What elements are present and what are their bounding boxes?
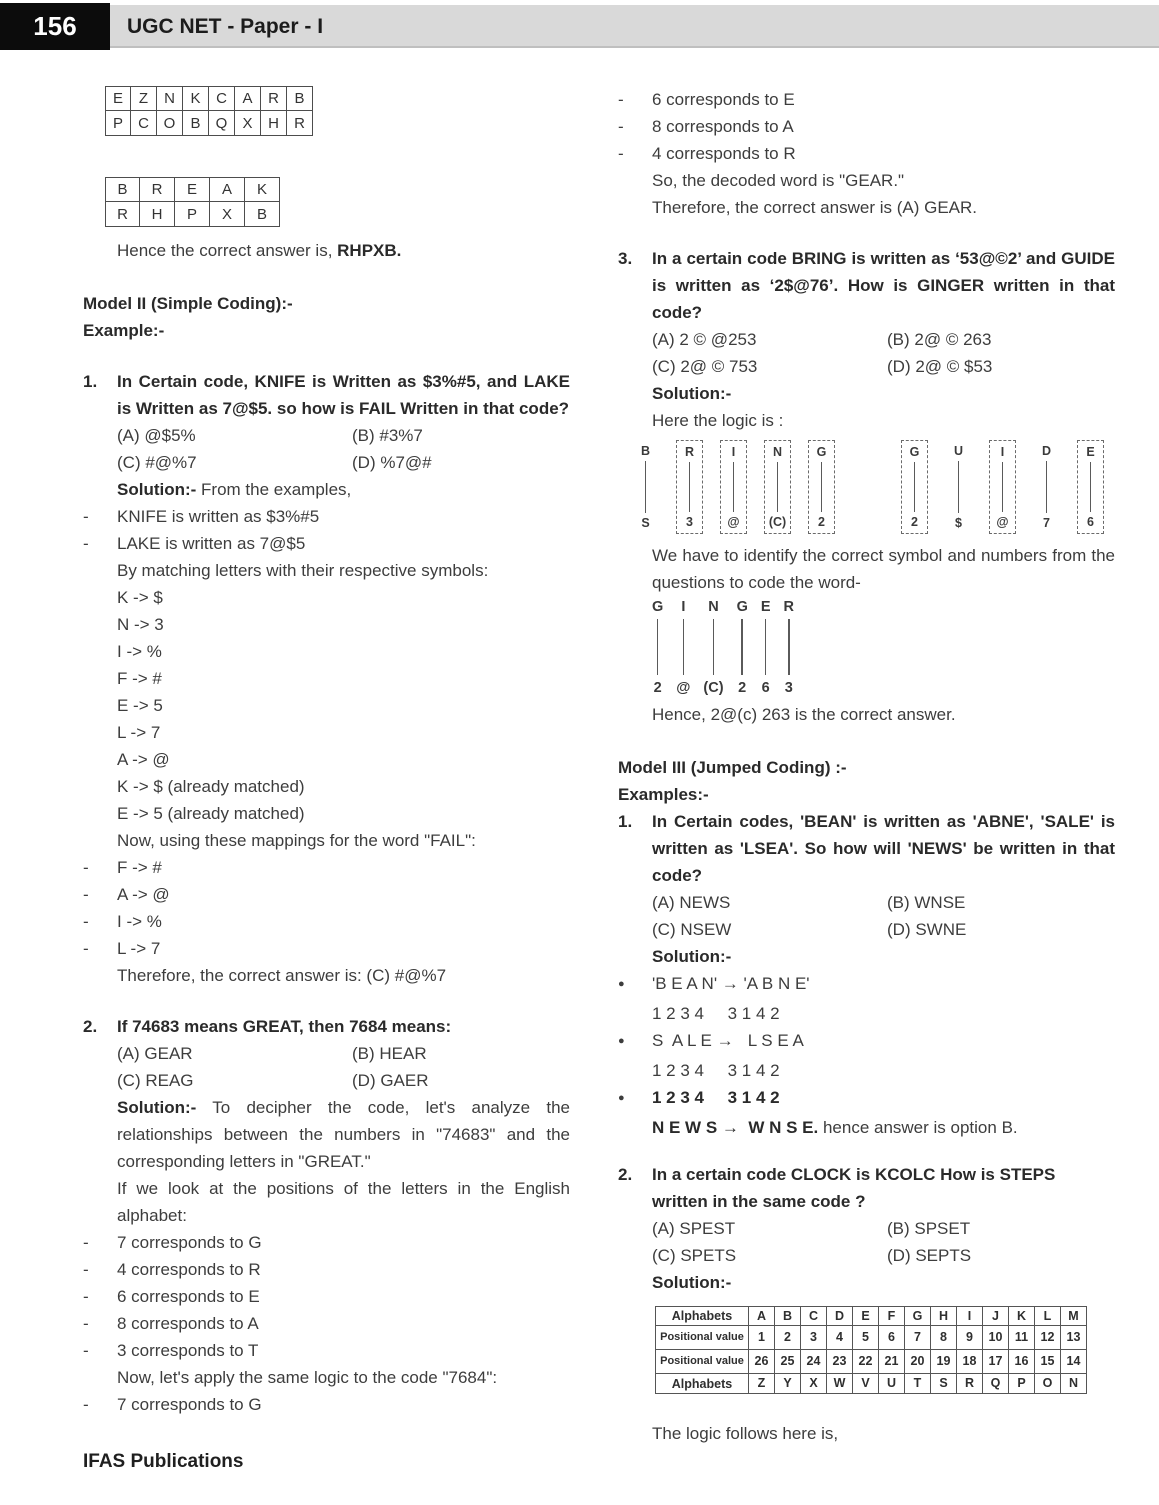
table-cell: 21 — [879, 1350, 905, 1374]
table-cell: A — [210, 177, 245, 202]
question-3 — [618, 245, 1115, 326]
table-cell: 14 — [1061, 1350, 1087, 1374]
bullet-marker — [618, 1084, 652, 1114]
bullet-item: ● 'B E A N' → 'A B N E' — [618, 970, 1115, 1000]
mapping-line: N -> 3 — [117, 615, 164, 634]
option: (C) NSEW — [652, 920, 732, 939]
option: (B) WNSE — [887, 893, 966, 912]
question-number: 3. — [618, 249, 633, 268]
page-title: UGC NET - Paper - I — [127, 15, 324, 38]
dash-item: - 4 corresponds to R — [618, 140, 1115, 167]
option: (D) SEPTS — [887, 1246, 972, 1265]
table-cell: D — [827, 1306, 853, 1326]
table-cell: A — [235, 86, 261, 111]
section-heading-example: Example:- — [83, 321, 165, 340]
table-cell: L — [1035, 1306, 1061, 1326]
table-cell: E — [175, 177, 210, 202]
option: (A) NEWS — [652, 893, 731, 912]
option: (D) 2@ © $53 — [887, 357, 993, 376]
question-1 — [83, 368, 570, 422]
answer-line: N E W S → W N S E. hence answer is option B. — [652, 1118, 1018, 1137]
dash-marker — [618, 113, 652, 140]
table-cell: Q — [209, 111, 235, 136]
options-q1 — [117, 422, 570, 476]
table-cell: 22 — [853, 1350, 879, 1374]
dash-list — [83, 854, 570, 962]
dash-item: - 7 corresponds to G — [83, 1391, 570, 1418]
table-cell: H — [261, 111, 287, 136]
dash-marker — [83, 1310, 117, 1337]
table-cell: B — [287, 86, 313, 111]
table-cell: 16 — [1009, 1350, 1035, 1374]
code-table-eznkcarb — [105, 86, 313, 136]
table-cell: O — [157, 111, 183, 136]
table-row — [105, 86, 313, 111]
publisher-footer: IFAS Publications — [83, 1451, 244, 1472]
table-cell: 20 — [905, 1350, 931, 1374]
answer-line: Therefore, the correct answer is: (C) #@%7 — [117, 966, 447, 985]
mapping-line — [741, 619, 743, 675]
table-cell: J — [983, 1306, 1009, 1326]
table-cell: G — [905, 1306, 931, 1326]
table-cell: 2 — [775, 1326, 801, 1350]
table-cell: P — [175, 202, 210, 227]
map-column-g2: G 2 — [901, 440, 928, 534]
table-cell: R — [261, 86, 287, 111]
mapping-line — [733, 462, 735, 512]
bullet-item: ● S A L E → L S E A — [618, 1027, 1115, 1057]
table-cell: Y — [775, 1374, 801, 1394]
dash-item: - KNIFE is written as $3%#5 — [83, 503, 570, 530]
mapping-line — [777, 462, 779, 512]
options-q3 — [652, 326, 1115, 380]
section-heading-model3: Model III (Jumped Coding) :- — [618, 758, 847, 777]
table-cell: A — [749, 1306, 775, 1326]
ginger-mapping-diagram — [652, 598, 1115, 697]
table-row — [105, 177, 280, 202]
ginger-column: R 3 — [783, 599, 794, 696]
table-cell: R — [105, 202, 140, 227]
table-row-alphabets-top — [655, 1306, 1087, 1326]
dash-marker — [83, 1229, 117, 1256]
dash-marker — [618, 86, 652, 113]
table-cell: 4 — [827, 1326, 853, 1350]
dash-item: - A -> @ — [83, 881, 570, 908]
dash-marker — [618, 140, 652, 167]
dash-item: - 4 corresponds to R — [83, 1256, 570, 1283]
ginger-column: G 2 — [736, 599, 748, 696]
mapping-line: K -> $ — [117, 588, 163, 607]
table-cell: X — [801, 1374, 827, 1394]
table-cell: Z — [749, 1374, 775, 1394]
left-column — [83, 86, 570, 1475]
mapping-line: E -> 5 — [117, 696, 163, 715]
bring-mapping-group — [632, 440, 835, 534]
table-cell: K — [1009, 1306, 1035, 1326]
dash-list — [83, 1391, 570, 1418]
bullet-marker — [618, 1027, 652, 1057]
mapping-line: K -> $ (already matched) — [117, 777, 305, 796]
table-cell: X — [210, 202, 245, 227]
row-cells — [749, 1374, 1087, 1394]
option: (D) GAER — [352, 1071, 429, 1090]
solution-label: Solution:- — [652, 1273, 732, 1292]
table-cell: C — [131, 111, 157, 136]
table-row-alphabets-bottom — [655, 1374, 1087, 1394]
section-heading-examples: Examples:- — [618, 785, 709, 804]
dash-list — [83, 503, 570, 557]
option: (D) %7@# — [352, 453, 432, 472]
table-cell: E — [853, 1306, 879, 1326]
number-line: 1 2 3 4 3 1 4 2 — [652, 1061, 780, 1080]
answer-line: Therefore, the correct answer is (A) GEAR. — [652, 198, 977, 217]
mapping-line — [914, 462, 916, 512]
dash-item: - 6 corresponds to E — [618, 86, 1115, 113]
table-cell: N — [157, 86, 183, 111]
solution-label: Solution:- — [652, 947, 732, 966]
text-line: Here the logic is : — [652, 411, 784, 430]
table-cell: X — [235, 111, 261, 136]
jumped-question-2 — [618, 1161, 1115, 1215]
text-line: Now, using these mappings for the word "FAIL": — [117, 831, 476, 850]
table-cell: P — [1009, 1374, 1035, 1394]
table-cell: 10 — [983, 1326, 1009, 1350]
option: (D) SWNE — [887, 920, 967, 939]
code-table-break — [105, 177, 280, 227]
row-label: Positional value — [655, 1326, 749, 1350]
table-cell: 13 — [1061, 1326, 1087, 1350]
mapping-line — [713, 619, 715, 675]
option: (A) 2 © @253 — [652, 330, 757, 349]
question-text: In Certain code, KNIFE is Written as $3%#5, and LAKE is Written as 7@$5. so how is FAIL Written in that code? — [117, 372, 570, 418]
text-line: The logic follows here is, — [652, 1424, 839, 1443]
dash-marker — [83, 854, 117, 881]
table-cell: O — [1035, 1374, 1061, 1394]
table-cell: B — [245, 202, 280, 227]
row-cells — [749, 1306, 1087, 1326]
dash-marker — [83, 1256, 117, 1283]
mapping-line — [765, 619, 767, 675]
section-heading-model2: Model II (Simple Coding):- — [83, 294, 293, 313]
dash-item: - L -> 7 — [83, 935, 570, 962]
table-cell: 26 — [749, 1350, 775, 1374]
bring-guide-mapping-diagram — [632, 440, 1115, 534]
table-cell: M — [1061, 1306, 1087, 1326]
row-label: Alphabets — [655, 1374, 749, 1394]
table-cell: E — [105, 86, 131, 111]
row-cells — [749, 1326, 1087, 1350]
mapping-line: A -> @ — [117, 750, 170, 769]
map-column-n: N (C) — [764, 440, 791, 534]
table-cell: 19 — [931, 1350, 957, 1374]
mapping-line — [958, 461, 960, 513]
option: (C) 2@ © 753 — [652, 357, 758, 376]
ginger-column: I @ — [676, 599, 691, 696]
guide-mapping-group — [901, 440, 1104, 534]
table-cell: 3 — [801, 1326, 827, 1350]
table-cell: 1 — [749, 1326, 775, 1350]
option: (B) HEAR — [352, 1044, 427, 1063]
table-cell: S — [931, 1374, 957, 1394]
jumped-question-1 — [618, 808, 1115, 889]
dash-item: - I -> % — [83, 908, 570, 935]
mapping-list — [83, 584, 570, 827]
table-cell: R — [140, 177, 175, 202]
question-number: 1. — [618, 812, 633, 831]
dash-marker — [83, 1391, 117, 1418]
dash-marker — [83, 1283, 117, 1310]
table-cell: K — [183, 86, 209, 111]
page-body — [0, 48, 1159, 1475]
option: (B) 2@ © 263 — [887, 330, 992, 349]
mapping-line — [1090, 462, 1092, 512]
table-cell: 15 — [1035, 1350, 1061, 1374]
question-number: 2. — [83, 1017, 98, 1036]
table-cell: Z — [131, 86, 157, 111]
dash-item: - 6 corresponds to E — [83, 1283, 570, 1310]
table-cell: F — [879, 1306, 905, 1326]
mapping-line — [1046, 461, 1048, 513]
table-cell: P — [105, 111, 131, 136]
solution-line: Solution:- From the examples, — [117, 480, 352, 499]
ginger-column: E 6 — [760, 599, 771, 696]
answer-line: Hence the correct answer is, RHPXB. — [117, 241, 402, 260]
table-cell: 7 — [905, 1326, 931, 1350]
table-cell: H — [931, 1306, 957, 1326]
solution-label: Solution:- — [652, 384, 732, 403]
mapping-line — [645, 461, 647, 513]
mapping-line — [657, 619, 659, 675]
mapping-line — [788, 619, 790, 675]
table-cell: 6 — [879, 1326, 905, 1350]
mapping-line: E -> 5 (already matched) — [117, 804, 305, 823]
row-label: Alphabets — [655, 1306, 749, 1326]
dash-marker — [83, 503, 117, 530]
text-paragraph: We have to identify the correct symbol and numbers from the questions to code the word- — [652, 546, 1115, 592]
bullet-marker — [618, 970, 652, 1000]
page-number: 156 — [0, 3, 110, 50]
text-line: By matching letters with their respective symbols: — [117, 561, 489, 580]
table-row-positional-1 — [655, 1326, 1087, 1350]
table-cell: T — [905, 1374, 931, 1394]
bullet-item: ● 1 2 3 4 3 1 4 2 — [618, 1084, 1115, 1114]
dash-item: - 7 corresponds to G — [83, 1229, 570, 1256]
table-cell: B — [775, 1306, 801, 1326]
table-cell: B — [183, 111, 209, 136]
option: (C) REAG — [117, 1071, 194, 1090]
row-label: Positional value — [655, 1350, 749, 1374]
option: (B) SPSET — [887, 1219, 971, 1238]
text-line: Now, let's apply the same logic to the code "7684": — [117, 1368, 498, 1387]
number-line: 1 2 3 4 3 1 4 2 — [652, 1004, 780, 1023]
dash-item: - 8 corresponds to A — [83, 1310, 570, 1337]
map-column-i: I @ — [720, 440, 747, 534]
table-cell: R — [287, 111, 313, 136]
table-cell: U — [879, 1374, 905, 1394]
question-text: In Certain codes, 'BEAN' is written as 'ABNE', 'SALE' is written as 'LSEA'. So how will 'NEWS' be written in that code? — [652, 812, 1115, 885]
map-column-u: U $ — [953, 444, 964, 530]
table-row — [105, 202, 280, 227]
options-q2 — [117, 1040, 570, 1094]
mapping-line — [821, 462, 823, 512]
table-cell: 25 — [775, 1350, 801, 1374]
table-cell: N — [1061, 1374, 1087, 1394]
ginger-column: N (C) — [703, 599, 724, 696]
map-column-b: B S — [640, 444, 651, 530]
dash-item: - 3 corresponds to T — [83, 1337, 570, 1364]
options-jq2 — [652, 1215, 1115, 1269]
dash-marker — [83, 908, 117, 935]
table-cell: 12 — [1035, 1326, 1061, 1350]
table-cell: 24 — [801, 1350, 827, 1374]
table-cell: 8 — [931, 1326, 957, 1350]
table-cell: W — [827, 1374, 853, 1394]
ginger-column: G 2 — [652, 599, 664, 696]
option: (A) @$5% — [117, 426, 196, 445]
option: (C) SPETS — [652, 1246, 737, 1265]
dash-marker — [83, 530, 117, 557]
table-cell: 5 — [853, 1326, 879, 1350]
table-cell: C — [209, 86, 235, 111]
question-text: If 74683 means GREAT, then 7684 means: — [117, 1017, 452, 1036]
table-cell: I — [957, 1306, 983, 1326]
table-row — [105, 111, 313, 136]
option: (C) #@%7 — [117, 453, 197, 472]
question-number: 2. — [618, 1165, 633, 1184]
table-cell: Q — [983, 1374, 1009, 1394]
table-cell: 11 — [1009, 1326, 1035, 1350]
dash-marker — [83, 881, 117, 908]
option: (B) #3%7 — [352, 426, 423, 445]
dash-list — [618, 86, 1115, 167]
table-cell: V — [853, 1374, 879, 1394]
map-column-e: E 6 — [1077, 440, 1104, 534]
dash-marker — [83, 1337, 117, 1364]
dash-marker — [83, 935, 117, 962]
mapping-line: L -> 7 — [117, 723, 161, 742]
map-column-i2: I @ — [989, 440, 1016, 534]
dash-list — [83, 1229, 570, 1364]
question-2 — [83, 1013, 570, 1040]
mapping-line — [689, 462, 691, 512]
table-cell: 9 — [957, 1326, 983, 1350]
table-cell: 17 — [983, 1350, 1009, 1374]
text-line: If we look at the positions of the letters in the English alphabet: — [117, 1179, 570, 1225]
table-cell: H — [140, 202, 175, 227]
question-text: In a certain code BRING is written as ‘53@©2’ and GUIDE is written as ‘2$@76’. How is GINGER written in that code? — [652, 249, 1115, 322]
map-column-d: D 7 — [1041, 444, 1052, 530]
dash-item: - LAKE is written as 7@$5 — [83, 530, 570, 557]
text-line: So, the decoded word is "GEAR." — [652, 171, 905, 190]
dash-item: - 8 corresponds to A — [618, 113, 1115, 140]
page-header — [0, 5, 1159, 48]
dash-item: - F -> # — [83, 854, 570, 881]
mapping-line: F -> # — [117, 669, 162, 688]
question-number: 1. — [83, 372, 98, 391]
mapping-line — [1002, 462, 1004, 512]
table-cell: 18 — [957, 1350, 983, 1374]
options-jq1 — [652, 889, 1115, 943]
answer-line: Hence, 2@(c) 263 is the correct answer. — [652, 705, 956, 724]
table-cell: 23 — [827, 1350, 853, 1374]
map-column-g: G 2 — [808, 440, 835, 534]
question-text: In a certain code CLOCK is KCOLC How is STEPS written in the same code ? — [652, 1165, 1056, 1211]
solution-paragraph: Solution:- To decipher the code, let's analyze the relationships between the numbers in "74683" and the corresponding letters in "GREAT." — [117, 1098, 570, 1171]
option: (A) SPEST — [652, 1219, 736, 1238]
mapping-line: I -> % — [117, 642, 162, 661]
right-column — [618, 86, 1115, 1475]
alphabet-positional-table — [655, 1306, 1087, 1394]
table-cell: R — [957, 1374, 983, 1394]
table-cell: K — [245, 177, 280, 202]
map-column-r: R 3 — [676, 440, 703, 534]
table-cell: B — [105, 177, 140, 202]
option: (A) GEAR — [117, 1044, 193, 1063]
table-cell: C — [801, 1306, 827, 1326]
mapping-line — [683, 619, 685, 675]
